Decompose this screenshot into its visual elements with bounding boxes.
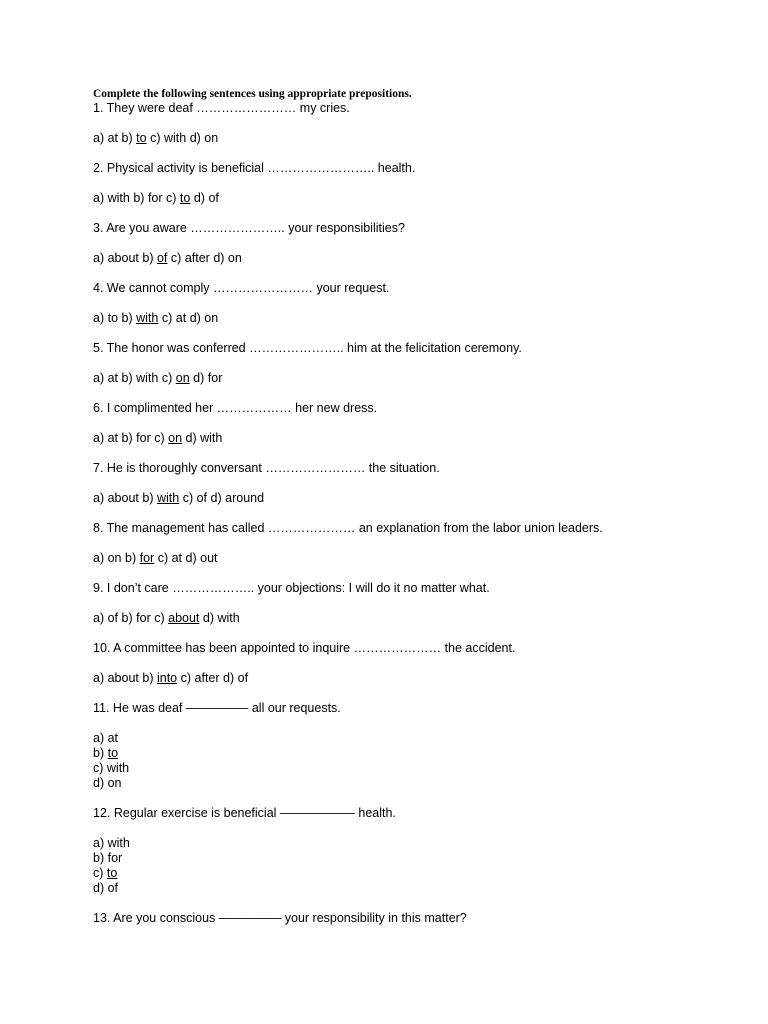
option-text: on <box>107 776 122 790</box>
option-text: with <box>217 611 240 625</box>
answer-option <box>142 251 167 265</box>
option-text: around <box>225 491 265 505</box>
answer-option <box>150 131 186 145</box>
option-text: about <box>107 671 139 685</box>
answer-option <box>93 836 743 851</box>
answer-option <box>122 311 159 325</box>
correct-answer-text: of <box>156 251 168 265</box>
answer-options <box>93 431 743 446</box>
option-letter: b) <box>121 311 133 325</box>
answer-option <box>194 191 219 205</box>
answer-option <box>122 131 147 145</box>
option-text: after <box>194 671 220 685</box>
option-text: at <box>175 311 187 325</box>
option-text: at <box>107 431 119 445</box>
answer-option <box>213 251 242 265</box>
option-letter: c) <box>161 311 173 325</box>
option-text: at <box>107 731 119 745</box>
answer-option <box>93 866 743 881</box>
option-letter: a) <box>93 191 105 205</box>
answer-option <box>93 746 743 761</box>
option-letter: d) <box>93 881 105 895</box>
option-letter: a) <box>93 611 105 625</box>
option-text: with <box>163 131 187 145</box>
option-text: of <box>237 671 249 685</box>
answer-option <box>162 371 190 385</box>
answer-options <box>93 551 743 566</box>
answer-option <box>93 611 118 625</box>
option-text: of <box>107 881 119 895</box>
option-text: for <box>147 191 163 205</box>
answer-option <box>93 191 130 205</box>
option-text: for <box>136 431 151 445</box>
answer-option <box>93 131 118 145</box>
option-text: about <box>107 251 139 265</box>
option-letter: d) <box>185 551 197 565</box>
option-letter: d) <box>189 311 201 325</box>
option-letter: a) <box>93 491 105 505</box>
answer-option <box>122 611 151 625</box>
answer-option <box>211 491 265 505</box>
option-letter: b) <box>121 431 133 445</box>
option-text: with <box>106 761 130 775</box>
option-letter: b) <box>142 251 154 265</box>
option-letter: c) <box>150 131 161 145</box>
answer-option <box>142 491 179 505</box>
option-letter: a) <box>93 131 105 145</box>
option-letter: c) <box>157 551 169 565</box>
answer-option <box>181 671 220 685</box>
option-letter: c) <box>154 431 165 445</box>
answer-option <box>93 671 139 685</box>
option-letter: a) <box>93 551 105 565</box>
option-text: for <box>107 851 123 865</box>
option-text: with <box>107 836 130 850</box>
option-text: of <box>208 191 219 205</box>
answer-option <box>162 311 186 325</box>
option-letter: c) <box>166 191 177 205</box>
option-letter: c) <box>93 866 104 880</box>
option-text: with <box>107 191 130 205</box>
correct-answer-text: into <box>156 671 178 685</box>
option-letter: d) <box>189 131 201 145</box>
option-text: at <box>107 131 119 145</box>
option-letter: c) <box>182 491 194 505</box>
answer-options <box>93 251 743 266</box>
answer-option <box>158 551 182 565</box>
question-text: 1. They were deaf …………………… my cries. <box>93 101 350 115</box>
answer-options <box>93 731 743 791</box>
option-letter: b) <box>93 746 105 760</box>
answer-option <box>93 491 139 505</box>
answer-option <box>93 776 743 791</box>
answer-options <box>93 311 743 326</box>
question-text: 12. Regular exercise is beneficial —————— health. <box>93 806 396 820</box>
option-letter: d) <box>202 611 215 625</box>
option-letter: a) <box>93 671 105 685</box>
answer-option <box>154 431 182 445</box>
option-letter: d) <box>93 776 105 790</box>
correct-answer-text: for <box>139 551 155 565</box>
answer-options <box>93 371 743 386</box>
answer-option <box>93 551 122 565</box>
option-text: on <box>204 311 219 325</box>
option-letter: d) <box>213 251 225 265</box>
answer-option <box>190 131 219 145</box>
question-text: 7. He is thoroughly conversant …………………… the situation. <box>93 461 440 475</box>
option-letter: c) <box>154 611 165 625</box>
option-text: with <box>200 431 223 445</box>
option-letter: d) <box>193 191 205 205</box>
answer-options <box>93 491 743 506</box>
answer-option <box>223 671 248 685</box>
correct-answer-text: on <box>175 371 190 385</box>
option-text: after <box>184 251 210 265</box>
option-letter: a) <box>93 836 105 850</box>
option-text: about <box>107 491 139 505</box>
question-text: 3. Are you aware ………………….. your responsibilities? <box>93 221 405 235</box>
option-text: on <box>107 551 122 565</box>
option-letter: a) <box>93 431 105 445</box>
option-text: at <box>171 551 183 565</box>
answer-option <box>183 491 207 505</box>
option-text: on <box>204 131 219 145</box>
option-text: of <box>107 611 119 625</box>
worksheet <box>93 87 743 941</box>
question-text: 9. I don’t care ……………….. your objections: I will do it no matter what. <box>93 581 490 595</box>
option-letter: b) <box>121 611 133 625</box>
answer-option <box>122 431 151 445</box>
option-letter: a) <box>93 371 105 385</box>
answer-option <box>186 431 223 445</box>
question-text: 10. A committee has been appointed to inquire ………………… the accident. <box>93 641 516 655</box>
option-text: out <box>200 551 218 565</box>
answer-options <box>93 131 743 146</box>
correct-answer-text: to <box>136 131 147 145</box>
option-letter: c) <box>170 251 182 265</box>
answer-option <box>166 191 190 205</box>
correct-answer-text: about <box>168 611 200 625</box>
answer-option <box>186 551 218 565</box>
option-letter: b) <box>121 371 133 385</box>
option-letter: c) <box>93 761 104 775</box>
option-letter: b) <box>142 671 154 685</box>
answer-option <box>93 851 743 866</box>
answer-option <box>93 311 118 325</box>
answer-options <box>93 671 743 686</box>
answer-option <box>193 371 222 385</box>
correct-answer-text: with <box>136 311 159 325</box>
question-text: 4. We cannot comply …………………… your request. <box>93 281 390 295</box>
correct-answer-text: on <box>168 431 183 445</box>
answer-options <box>93 611 743 626</box>
question-text: 2. Physical activity is beneficial …………………….. health. <box>93 161 416 175</box>
option-text: for <box>136 611 151 625</box>
option-letter: d) <box>210 491 222 505</box>
answer-option <box>190 311 219 325</box>
answer-option <box>93 761 743 776</box>
correct-answer-text: to <box>107 746 119 760</box>
answer-option <box>133 191 162 205</box>
option-text: to <box>107 311 119 325</box>
answer-options <box>93 191 743 206</box>
option-letter: d) <box>185 431 197 445</box>
option-letter: b) <box>142 491 154 505</box>
answer-option <box>93 371 118 385</box>
option-text: with <box>136 371 159 385</box>
option-letter: d) <box>223 671 235 685</box>
question-text: 13. Are you conscious ————— your responsibility in this matter? <box>93 911 467 925</box>
option-letter: c) <box>161 371 173 385</box>
option-letter: b) <box>125 551 137 565</box>
answer-option <box>93 731 743 746</box>
answer-options <box>93 836 743 896</box>
answer-option <box>142 671 177 685</box>
answer-option <box>203 611 240 625</box>
correct-answer-text: with <box>156 491 180 505</box>
answer-option <box>93 251 139 265</box>
question-text: 8. The management has called ………………… an explanation from the labor union leaders. <box>93 521 603 535</box>
worksheet-heading: Complete the following sentences using appropriate prepositions. <box>93 88 412 100</box>
option-letter: b) <box>121 131 133 145</box>
option-letter: c) <box>180 671 192 685</box>
option-letter: a) <box>93 731 105 745</box>
option-text: on <box>227 251 242 265</box>
option-letter: b) <box>133 191 145 205</box>
option-letter: a) <box>93 251 105 265</box>
answer-option <box>125 551 154 565</box>
answer-option <box>93 431 118 445</box>
correct-answer-text: to <box>106 866 118 880</box>
option-text: of <box>196 491 208 505</box>
option-text: at <box>107 371 119 385</box>
option-letter: a) <box>93 311 105 325</box>
option-letter: d) <box>193 371 205 385</box>
question-text: 5. The honor was conferred ………………….. him at the felicitation ceremony. <box>93 341 522 355</box>
answer-option <box>122 371 159 385</box>
question-list <box>93 101 743 926</box>
question-text: 6. I complimented her ……………… her new dress. <box>93 401 378 415</box>
answer-option <box>171 251 210 265</box>
option-text: for <box>207 371 223 385</box>
answer-option <box>154 611 199 625</box>
answer-option <box>93 881 743 896</box>
question-text: 11. He was deaf ————— all our requests. <box>93 701 341 715</box>
correct-answer-text: to <box>179 191 191 205</box>
option-letter: b) <box>93 851 105 865</box>
